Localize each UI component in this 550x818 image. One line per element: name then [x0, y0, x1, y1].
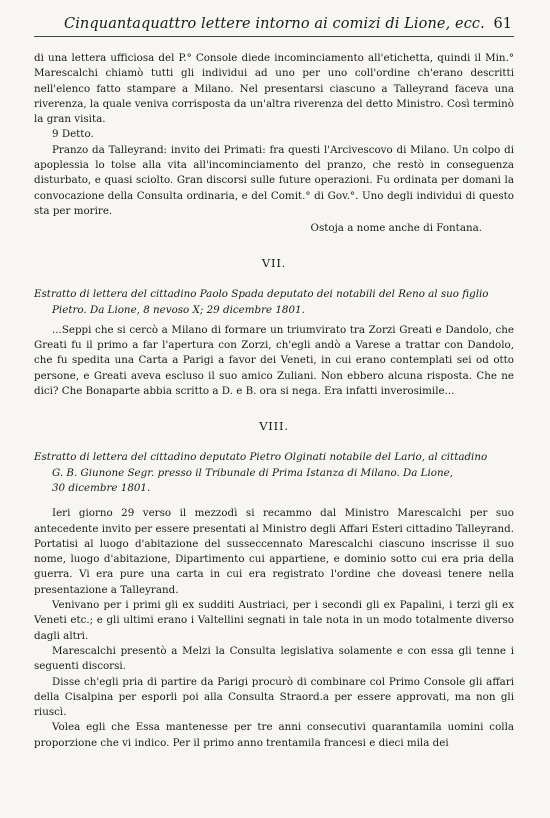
section-viii-paragraph-3: Marescalchi presentò a Melzi la Consulta legislativa solamente e con essa gli tenne i seguenti discorsi.	[34, 644, 514, 673]
section-viii-paragraph-1: Ieri giorno 29 verso il mezzodì si recammo dal Ministro Marescalchi per suo antecedente invito per essere presentati al Ministro degli Affari Esteri cittadino Talleyrand. Portatisi al luogo d'abitazione del susseccennato Marescalchi ciascuno inscrisse il suo nome, luogo d'abitazione, Dipartimento cui appartiene, e dominio sotto cui era pria della guerra. Vi era pure una carta in cui era registrato l'ordine che doveasi tenere nella presentazione a Talleyrand.	[34, 507, 514, 596]
signature: Ostoja a nome anche di Fontana.	[310, 222, 482, 235]
top-paragraph-2: Pranzo da Talleyrand: invito dei Primati: fra questi l'Arcivescovo di Milano. Un colpo di apoplessia lo tolse alla vita all'incominciamento del pranzo, che restò in conseguenza disturbato, e quasi sciolto. Gran discorsi sulle future operazioni. Fu ordinata per domani la convocazione della Consulta ordinaria, e del Comit.° di Gov.°. Uno degli individui di questo sta per morire.	[34, 143, 514, 217]
page-number: 61	[493, 16, 512, 32]
section-viii-paragraph-4: Disse ch'egli pria di partire da Parigi procurò di combinare col Primo Console gli affari della Cisalpina per esporli poi alla Consulta Straord.a per essere approvati, ma non gli riuscì.	[34, 675, 514, 719]
section-viii-paragraph-5: Volea egli che Essa mantenesse per tre anni consecutivi quarantamila uomini colla proporzione che vi indico. Per il primo anno trentamila francesi e dieci mila dei	[34, 721, 514, 749]
top-paragraph-1: di una lettera ufficiosa del P.° Console diede incominciamento all'etichetta, quindi il Min.° Marescalchi chiamò tutti gli individui ad uno per uno coll'ordine ch'erano descritti nell'elenco fatto stampare a Milano. Nel presentarsi ciascuno a Talleyrand faceva una riverenza, la quale veniva corrisposta da un'altra riverenza del detto Ministro. Così terminò la gran visita.	[34, 52, 514, 126]
section-viii-paragraph-2: Venivano per i primi gli ex sudditi Austriaci, per i secondi gli ex Papalini, i terzi gli ex Veneti etc.; e gli ultimi erano i Valtellini segnati in tale nota in un modo totalmente diverso dagli altri.	[34, 599, 514, 642]
section-vii-number: VII.	[261, 256, 287, 271]
section-viii-heading-line-3: 30 dicembre 1801.	[52, 481, 151, 494]
running-title: Cinquantaquattro lettere intorno ai comizi di Lione, ecc.	[64, 16, 485, 32]
section-viii-heading-line-1: Estratto di lettera del cittadino deputato Pietro Olginati notabile del Lario, al cittadino	[34, 451, 488, 464]
spacer	[34, 496, 514, 506]
section-vii-heading	[34, 287, 514, 318]
section-vii-heading-line-2: Pietro. Da Lione, 8 nevoso X; 29 dicembre 1801.	[52, 303, 305, 316]
header-rule	[34, 36, 514, 37]
section-vii-body: ...Seppi che si cercò a Milano di formare un triumvirato tra Zorzi Greati e Dandolo, che Greati fu il primo a far l'apertura con Zorzi, ch'egli andò a Varese a trattar con Dandolo, che fu spedita una Carta a Parigi a favor dei Veneti, in cui erano contemplati sei od otto persone, e Greati aveva escluso il suo amico Zuliani. Non ebbero alcuna risposta. Che ne dici? Che Bonaparte abbia scritto a D. e B. ora si nega. Era infatti inverosimile...	[34, 323, 514, 398]
top-date: 9 Detto.	[52, 128, 94, 141]
running-header	[64, 16, 514, 32]
section-vii-heading-line-1: Estratto di lettera del cittadino Paolo Spada deputato dei notabili del Reno al suo figlio	[34, 288, 489, 301]
section-viii-heading-line-2: G. B. Giunone Segr. presso il Tribunale di Prima Istanza di Milano. Da Lione,	[52, 466, 454, 479]
section-viii-number: VIII.	[259, 419, 289, 434]
section-viii-heading	[34, 450, 514, 496]
